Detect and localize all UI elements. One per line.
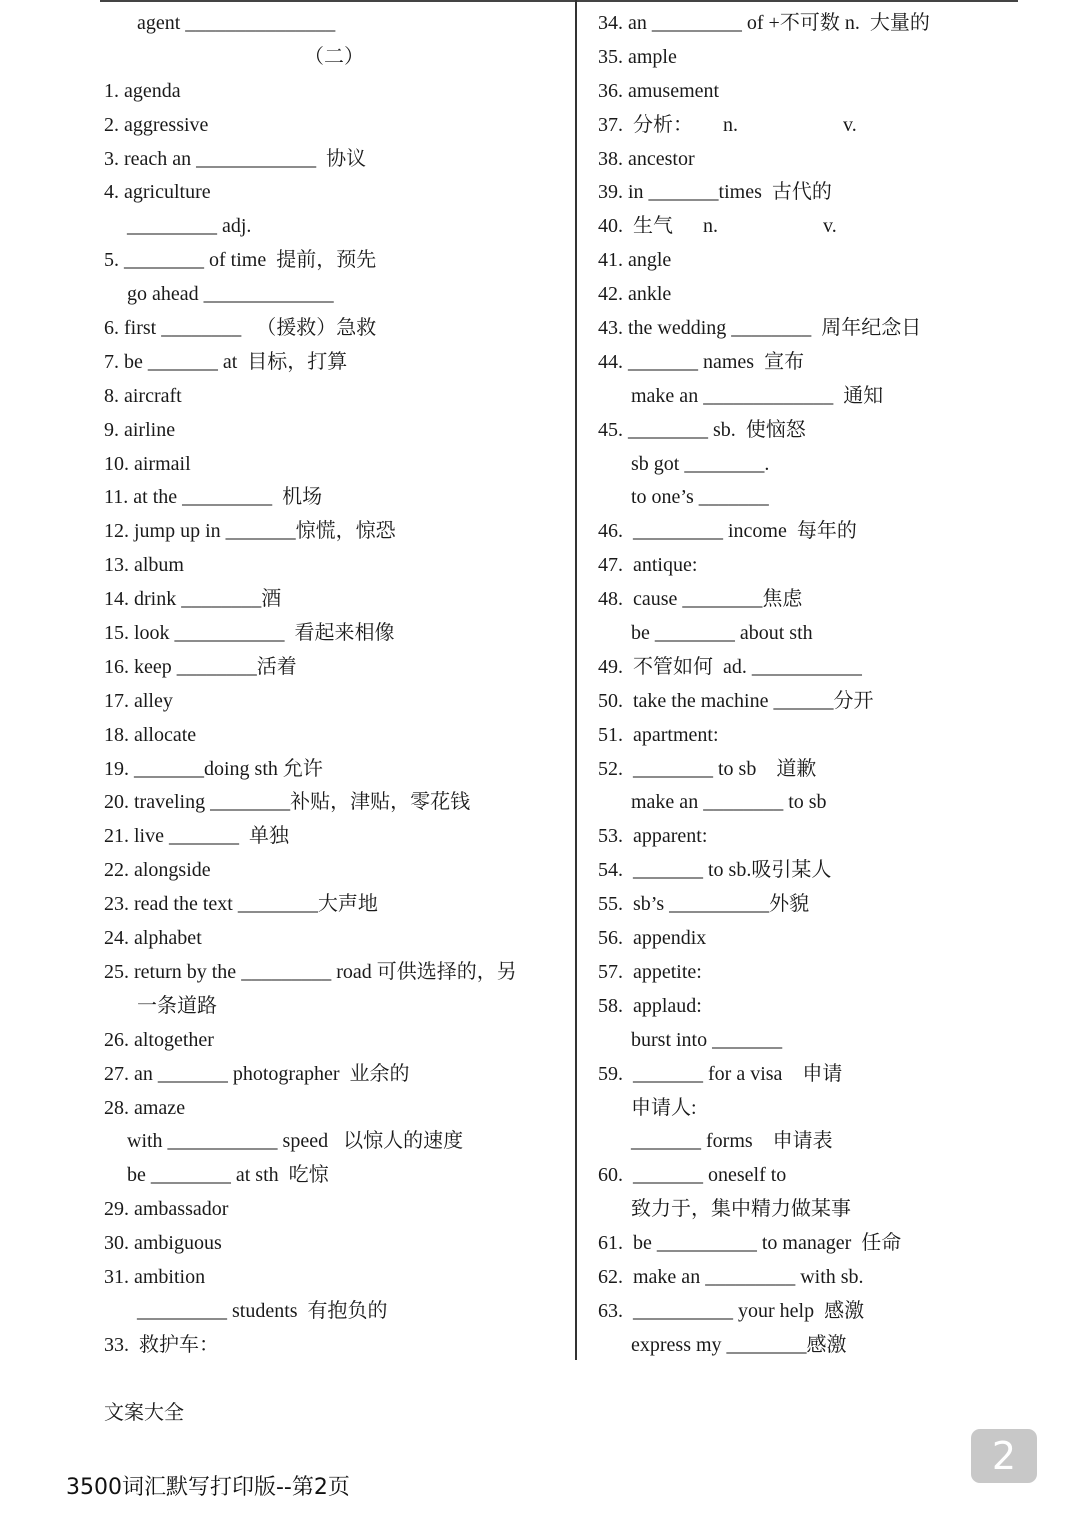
vocab-line: 12. jump up in _______惊慌，惊恐 [104, 520, 396, 543]
vocab-line: 51. apartment: [598, 723, 719, 746]
vocab-line: 21. live _______ 单独 [104, 825, 289, 848]
vocab-line: 29. ambassador [104, 1198, 229, 1221]
vocab-line: 2. aggressive [104, 113, 209, 136]
vocab-line: _________ adj. [127, 215, 252, 238]
vocab-line: sb got ________. [631, 452, 770, 475]
vocab-line: 44. _______ names 宣布 [598, 350, 805, 373]
vocab-line: 45. ________ sb. 使恼怒 [598, 418, 806, 441]
vocab-line: 56. appendix [598, 927, 707, 950]
vocab-line: 20. traveling ________补贴，津贴，零花钱 [104, 791, 471, 814]
page-number-badge[interactable]: 2 [971, 1429, 1037, 1483]
vocab-line: 18. allocate [104, 723, 197, 746]
vocab-line: 9. airline [104, 418, 176, 441]
vocab-line: 62. make an _________ with sb. [598, 1265, 864, 1288]
column-divider [575, 0, 577, 1360]
vocab-line: 4. agriculture [104, 181, 211, 204]
vocab-line: 7. be _______ at 目标，打算 [104, 350, 348, 373]
footer-note: 文案大全 [104, 1400, 184, 1424]
vocab-line: be ________ at sth 吃惊 [127, 1164, 329, 1187]
vocab-line: 10. airmail [104, 452, 191, 475]
vocab-line: 8. aircraft [104, 384, 182, 407]
vocab-line: 19. _______doing sth 允许 [104, 757, 323, 780]
vocab-line: 17. alley [104, 689, 173, 712]
vocab-line: _______ forms 申请表 [631, 1130, 833, 1153]
vocab-line: 38. ancestor [598, 147, 695, 170]
vocab-line: 申请人: [631, 1096, 697, 1119]
vocab-line: 致力于，集中精力做某事 [631, 1198, 851, 1221]
vocab-line: 6. first ________ （援救）急救 [104, 317, 377, 340]
vocab-line: 43. the wedding ________ 周年纪念日 [598, 317, 922, 340]
vocab-line: 13. album [104, 554, 184, 577]
vocab-line: 16. keep ________活着 [104, 655, 297, 678]
vocab-line: 55. sb’s __________外貌 [598, 893, 810, 916]
vocab-line: 52. ________ to sb 道歉 [598, 757, 817, 780]
vocab-line: 3. reach an ____________ 协议 [104, 147, 367, 170]
vocab-line: 27. an _______ photographer 业余的 [104, 1062, 410, 1085]
document-caption: 3500词汇默写打印版--第2页 [66, 1475, 350, 1500]
vocab-line: 41. angle [598, 249, 672, 272]
vocab-line: 15. look ___________ 看起来相像 [104, 622, 395, 645]
top-rule [100, 0, 1018, 2]
vocab-line: 26. altogether [104, 1028, 214, 1051]
vocab-line: 14. drink ________酒 [104, 588, 282, 611]
vocab-line: 22. alongside [104, 859, 211, 882]
vocab-line: 61. be __________ to manager 任命 [598, 1232, 902, 1255]
vocab-line: 一条道路 [137, 994, 217, 1017]
vocab-line: 57. appetite: [598, 960, 702, 983]
vocab-line: 63. __________ your help 感激 [598, 1299, 865, 1322]
vocab-line: 42. ankle [598, 283, 672, 306]
vocab-line: 46. _________ income 每年的 [598, 520, 857, 543]
vocab-line: with ___________ speed 以惊人的速度 [127, 1130, 464, 1153]
vocab-line: burst into _______ [631, 1028, 783, 1051]
vocab-line: 50. take the machine ______分开 [598, 689, 874, 712]
vocab-line: make an _____________ 通知 [631, 384, 884, 407]
vocab-line: to one’s _______ [631, 486, 769, 509]
vocab-line: 34. an _________ of +不可数 n. 大量的 [598, 12, 930, 34]
vocab-line: 40. 生气 n. v. [598, 215, 837, 238]
vocab-line: 47. antique: [598, 554, 698, 577]
vocab-line: agent _______________ [137, 12, 336, 34]
vocab-line: 49. 不管如何 ad. ___________ [598, 655, 862, 678]
vocab-line: 28. amaze [104, 1096, 186, 1119]
vocab-line: 25. return by the _________ road 可供选择的，另 [104, 960, 517, 983]
vocab-line: 30. ambiguous [104, 1232, 222, 1255]
vocab-line: express my ________感激 [631, 1333, 847, 1356]
vocab-line: be ________ about sth [631, 622, 813, 645]
left-column [104, 7, 564, 1363]
vocab-line: 53. apparent: [598, 825, 708, 848]
vocab-line: make an ________ to sb [631, 791, 827, 814]
vocab-line: 54. _______ to sb.吸引某人 [598, 859, 832, 882]
vocab-line: 31. ambition [104, 1265, 206, 1288]
vocab-line: 35. ample [598, 45, 677, 68]
right-column [598, 7, 1018, 1363]
vocab-line: （二） [304, 45, 364, 68]
vocab-line: 60. _______ oneself to [598, 1164, 787, 1187]
vocab-line: 37. 分析： n. v. [598, 113, 857, 136]
vocab-line: 24. alphabet [104, 927, 202, 950]
vocab-line: 5. ________ of time 提前，预先 [104, 249, 377, 272]
vocab-line: 11. at the _________ 机场 [104, 486, 323, 509]
vocab-line: 39. in _______times 古代的 [598, 181, 832, 204]
vocab-line: 36. amusement [598, 79, 720, 102]
vocab-line: 33. 救护车： [104, 1333, 219, 1356]
vocab-line: 59. _______ for a visa 申请 [598, 1062, 843, 1085]
vocab-line: 23. read the text ________大声地 [104, 893, 378, 916]
vocab-line: 1. agenda [104, 79, 181, 102]
vocab-line: 48. cause ________焦虑 [598, 588, 803, 611]
vocab-line: _________ students 有抱负的 [137, 1299, 388, 1322]
vocab-line: go ahead _____________ [127, 283, 334, 306]
vocab-line: 58. applaud: [598, 994, 702, 1017]
